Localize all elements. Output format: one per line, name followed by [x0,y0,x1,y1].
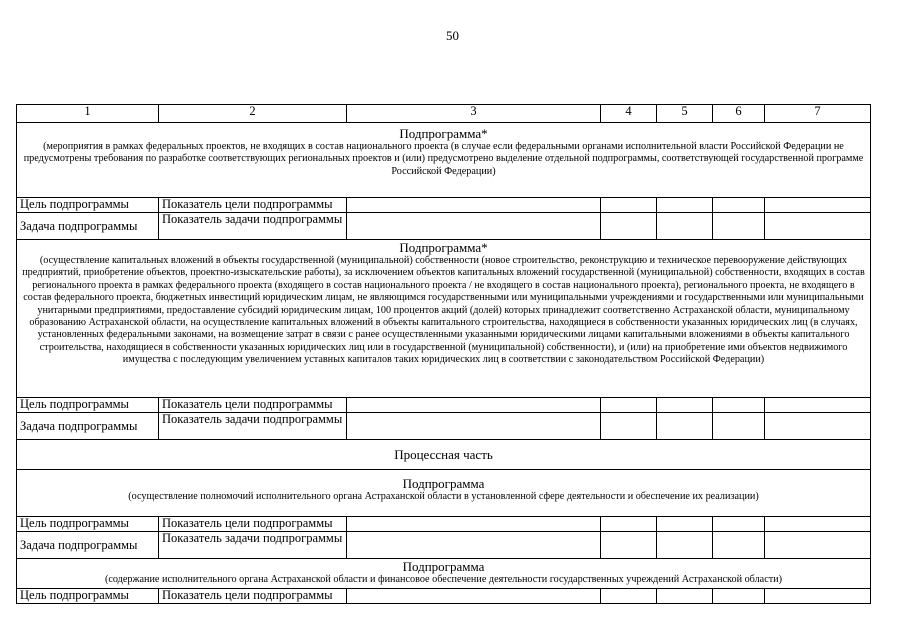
empty-cell [657,198,713,213]
row-label: Задача подпрограммы [17,413,159,440]
row-indicator: Показатель цели подпрограммы [159,198,347,213]
empty-cell [657,413,713,440]
empty-cell [347,532,601,559]
table-row [17,532,871,559]
row-label: Цель подпрограммы [17,517,159,532]
empty-cell [713,213,765,240]
empty-cell [601,589,657,604]
section-title: Подпрограмма [402,559,485,574]
row-indicator: Показатель цели подпрограммы [159,398,347,413]
empty-cell [713,398,765,413]
empty-cell [657,213,713,240]
empty-cell [765,532,871,559]
section-row [17,470,871,517]
table-row [17,398,871,413]
section-description: (мероприятия в рамках федеральных проектов, не входящих в состав национального проекта (в случае если федеральными органами исполнительной власти Российской Федерации не предусмотрены требования по разработке соответствующих региональных проектов и (или) предусмотрено выделение отдельной подпрограммы, соответствующей государственной программе Российской Федерации) [23,141,864,177]
row-label: Задача подпрограммы [17,532,159,559]
section-title: Подпрограмма [402,476,485,491]
empty-cell [765,589,871,604]
empty-cell [657,589,713,604]
header-col-3: 3 [347,105,601,123]
section-row [17,559,871,589]
header-col-6: 6 [713,105,765,123]
row-indicator: Показатель цели подпрограммы [159,517,347,532]
section-row [17,440,871,470]
empty-cell [601,532,657,559]
empty-cell [713,517,765,532]
empty-cell [657,517,713,532]
section-title: Подпрограмма* [399,126,488,141]
empty-cell [657,398,713,413]
empty-cell [601,198,657,213]
table-row [17,589,871,604]
table-row [17,213,871,240]
section-description: (содержание исполнительного органа Астраханской области и финансовое обеспечение деятельности государственных учреждений Астраханской области) [104,574,783,585]
header-col-5: 5 [657,105,713,123]
row-indicator: Показатель цели подпрограммы [159,589,347,604]
table-row [17,198,871,213]
header-col-2: 2 [159,105,347,123]
empty-cell [347,398,601,413]
row-indicator: Показатель задачи подпрограммы [159,532,347,559]
section-row [17,123,871,198]
empty-cell [713,532,765,559]
empty-cell [765,517,871,532]
row-indicator: Показатель задачи подпрограммы [159,213,347,240]
table-row [17,413,871,440]
table-row [17,517,871,532]
empty-cell [765,413,871,440]
empty-cell [713,413,765,440]
row-indicator: Показатель задачи подпрограммы [159,413,347,440]
empty-cell [601,517,657,532]
empty-cell [765,198,871,213]
section-row [17,240,871,398]
section-description: (осуществление полномочий исполнительного органа Астраханской области в установленной сфере деятельности и обеспечение их реализации) [128,491,759,502]
empty-cell [713,198,765,213]
page-number: 50 [446,28,459,43]
empty-cell [347,589,601,604]
empty-cell [713,589,765,604]
empty-cell [347,198,601,213]
section-description: (осуществление капитальных вложений в объекты государственной (муниципальной) собственности (новое строительство, реконструкцию и техническое перевооружение действующих предприятий, приобретение объектов, проектно-изыскательские работы), за исключением объектов капитальных вложений государственной (муниципальной) собственности, входящих в состав регионального проекта в рамках федерального проекта (входящего в состав национального проекта / не входящего в состав национального проекта), регионального проекта, не входящего в состав федерального проекта, бюджетных инвестиций юридическим лицам, не являющимся государственными или муниципальными учреждениями и государственными или муниципальными унитарными предприятиями, предоставление субсидий юридическим лицам, 100 процентов акций (долей) которых принадлежит соответственно Астраханской области, муниципальному образованию Астраханской области, на осуществление капитальных вложений в объекты капитального строительства, находящиеся в собственности указанных юридических лиц (в случаях, установленных федеральными законами, на возмещение затрат в связи с ранее осуществленными указанными юридическими лицами капитальными вложениями в объекты капитального строительства, находящиеся в собственности указанных юридических лиц или в государственной (муниципальной) собственности), и (или) на приобретение ими объектов недвижимого имущества с последующим увеличением уставных капиталов таких юридических лиц в соответствии с законодательством Российской Федерации) [22,255,865,366]
header-col-7: 7 [765,105,871,123]
section-title: Процессная часть [394,447,493,462]
header-col-4: 4 [601,105,657,123]
row-label: Цель подпрограммы [17,198,159,213]
empty-cell [601,398,657,413]
row-label: Задача подпрограммы [17,213,159,240]
row-label: Цель подпрограммы [17,589,159,604]
empty-cell [601,413,657,440]
empty-cell [347,213,601,240]
empty-cell [765,213,871,240]
empty-cell [347,517,601,532]
empty-cell [765,398,871,413]
table-header-row [17,105,871,123]
row-label: Цель подпрограммы [17,398,159,413]
indicators-table [16,104,871,604]
header-col-1: 1 [17,105,159,123]
section-title: Подпрограмма* [399,240,488,255]
empty-cell [601,213,657,240]
empty-cell [657,532,713,559]
empty-cell [347,413,601,440]
